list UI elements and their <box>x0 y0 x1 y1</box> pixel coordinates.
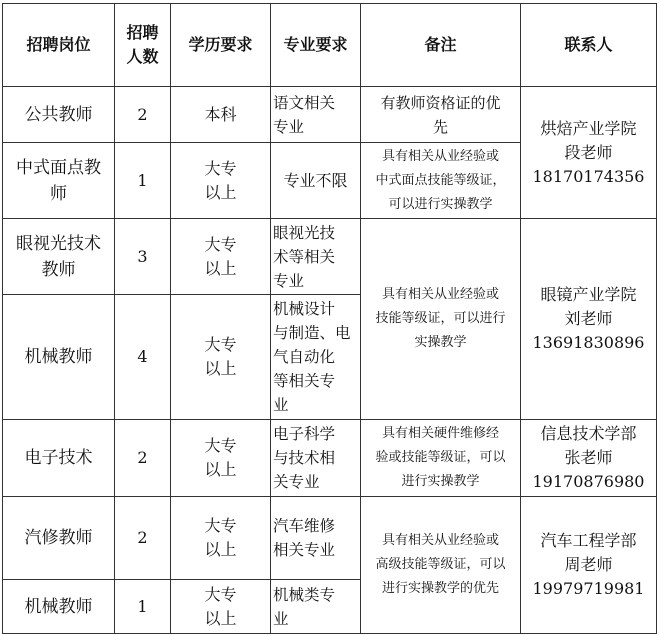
major-cell: 语文相关 专业 <box>271 87 361 143</box>
header-note: 备注 <box>361 4 521 87</box>
table-row <box>3 87 657 143</box>
header-position: 招聘岗位 <box>3 4 115 87</box>
major-cell: 眼视光技 术等相关 专业 <box>271 219 361 295</box>
contact-cell: 眼镜产业学院 刘老师 13691830896 <box>521 219 657 420</box>
education-cell: 本科 <box>171 87 271 143</box>
count-cell: 1 <box>115 143 171 219</box>
note-cell: 具有相关从业经验或 技能等级证，可以进行 实操教学 <box>361 219 521 420</box>
count-cell: 3 <box>115 219 171 295</box>
count-cell: 2 <box>115 420 171 497</box>
header-education: 学历要求 <box>171 4 271 87</box>
contact-cell: 烘焙产业学院 段老师 18170174356 <box>521 87 657 219</box>
position-cell: 汽修教师 <box>3 497 115 580</box>
education-cell: 大专 以上 <box>171 420 271 497</box>
count-cell: 2 <box>115 87 171 143</box>
note-cell: 具有相关硬件维修经 验或技能等级证，可以 进行实操教学 <box>361 420 521 497</box>
note-cell: 具有相关从业经验或 中式面点技能等级证， 可以进行实操教学 <box>361 143 521 219</box>
note-cell: 有教师资格证的优 先 <box>361 87 521 143</box>
major-cell: 机械设计 与制造、电 气自动化 等相关专 业 <box>271 295 361 420</box>
position-cell: 公共教师 <box>3 87 115 143</box>
education-cell: 大专 以上 <box>171 143 271 219</box>
position-cell: 机械教师 <box>3 580 115 634</box>
header-contact: 联系人 <box>521 4 657 87</box>
major-cell: 专业不限 <box>271 143 361 219</box>
position-cell: 机械教师 <box>3 295 115 420</box>
major-cell: 汽车维修 相关专业 <box>271 497 361 580</box>
education-cell: 大专 以上 <box>171 219 271 295</box>
contact-cell: 汽车工程学部 周老师 19979719981 <box>521 497 657 634</box>
position-cell: 眼视光技术 教师 <box>3 219 115 295</box>
count-cell: 4 <box>115 295 171 420</box>
table-row <box>3 497 657 580</box>
education-cell: 大专 以上 <box>171 295 271 420</box>
header-major: 专业要求 <box>271 4 361 87</box>
table-row <box>3 219 657 295</box>
header-count: 招聘 人数 <box>115 4 171 87</box>
education-cell: 大专 以上 <box>171 580 271 634</box>
position-cell: 中式面点教 师 <box>3 143 115 219</box>
major-cell: 电子科学 与技术相 关专业 <box>271 420 361 497</box>
header-row <box>3 4 657 87</box>
contact-cell: 信息技术学部 张老师 19170876980 <box>521 420 657 497</box>
education-cell: 大专 以上 <box>171 497 271 580</box>
count-cell: 2 <box>115 497 171 580</box>
note-cell: 具有相关从业经验或 高级技能等级证，可以 进行实操教学的优先 <box>361 497 521 634</box>
position-cell: 电子技术 <box>3 420 115 497</box>
recruitment-table <box>2 3 657 634</box>
table-row <box>3 420 657 497</box>
major-cell: 机械类专 业 <box>271 580 361 634</box>
count-cell: 1 <box>115 580 171 634</box>
